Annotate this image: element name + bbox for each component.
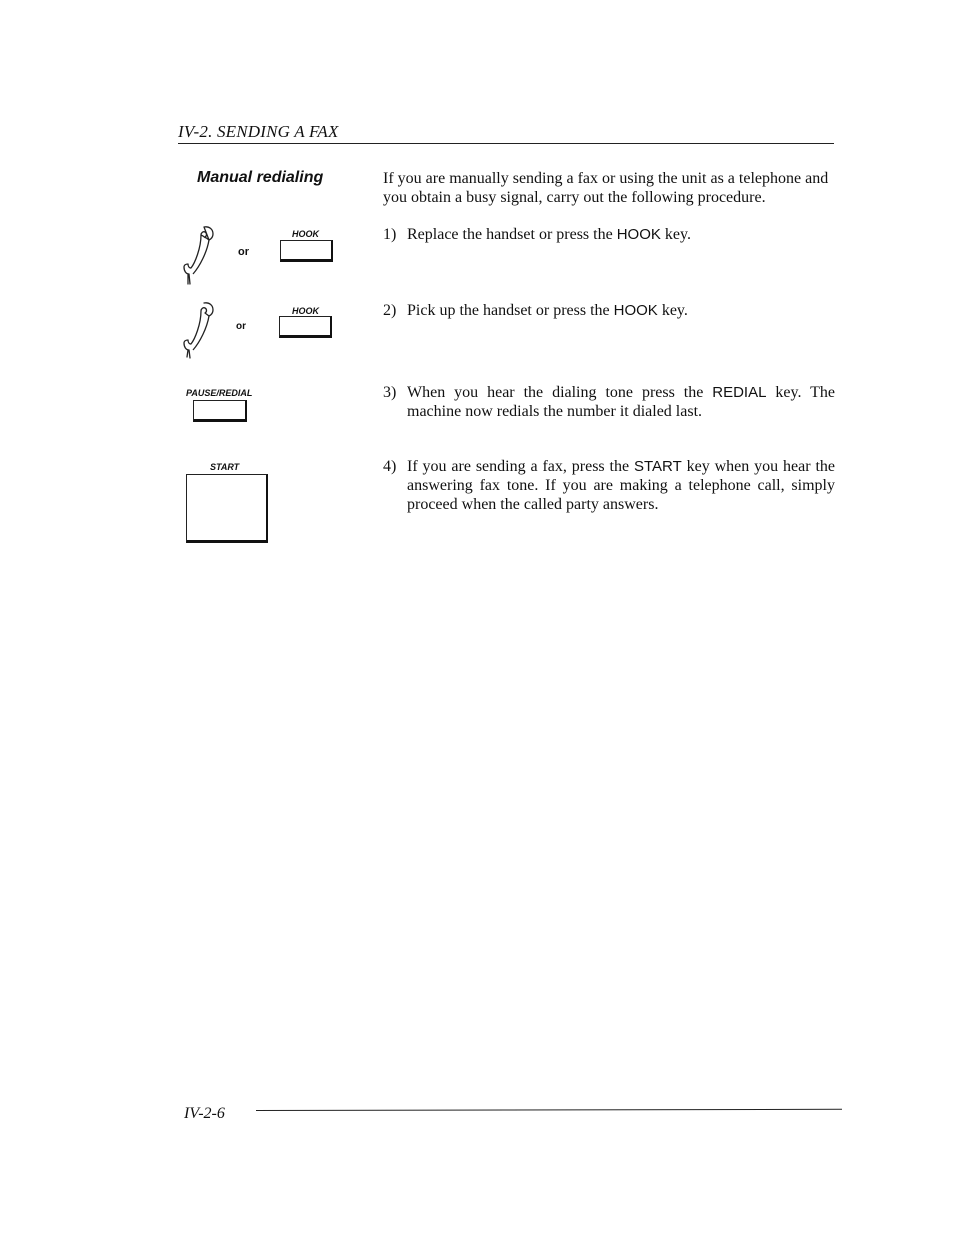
step-4-key: START bbox=[633, 458, 682, 475]
hook-key-label: HOOK bbox=[292, 229, 319, 239]
step-3-number: 3) bbox=[383, 384, 397, 401]
pause-redial-key-icon bbox=[193, 400, 247, 422]
start-key-label: START bbox=[210, 462, 240, 472]
step-2 bbox=[383, 301, 835, 320]
step-3 bbox=[383, 383, 835, 421]
start-key-icon bbox=[186, 474, 268, 543]
telephone-handset-icon bbox=[180, 224, 218, 286]
hook-key-icon bbox=[280, 240, 333, 262]
intro-paragraph: If you are manually sending a fax or using the unit as a telephone and you obtain a busy signal, carry out the following procedure. bbox=[383, 170, 829, 206]
step-2-text: Pick up the handset or press the bbox=[407, 302, 614, 319]
step-4-number: 4) bbox=[383, 458, 397, 475]
step-3-key: REDIAL bbox=[712, 384, 767, 401]
step-2-number: 2) bbox=[383, 302, 397, 319]
step-1-key: HOOK bbox=[616, 226, 661, 243]
pause-redial-key-label: PAUSE/REDIAL bbox=[186, 388, 253, 398]
step-4-text-end: key when you hear the answering fax tone. If you are making a telephone call, simply proceed when the called party answers. bbox=[407, 458, 836, 513]
header-divider bbox=[178, 143, 834, 144]
page-number: IV-2-6 bbox=[184, 1105, 225, 1122]
or-label: or bbox=[238, 246, 249, 258]
footer-divider bbox=[256, 1109, 842, 1111]
hook-key-label: HOOK bbox=[292, 306, 319, 316]
step-2-key: HOOK bbox=[613, 302, 658, 319]
step-1-number: 1) bbox=[383, 226, 397, 243]
step-3-text-end: key. The machine now redials the number it dialed last. bbox=[407, 384, 835, 420]
step-1-text: Replace the handset or press the bbox=[407, 226, 617, 243]
or-label: or bbox=[236, 321, 246, 332]
hook-key-icon bbox=[279, 316, 332, 338]
telephone-handset-icon bbox=[180, 300, 218, 362]
step-4-text: If you are sending a fax, press the bbox=[407, 458, 634, 475]
section-heading: Manual redialing bbox=[197, 169, 324, 186]
step-1-text-end: key. bbox=[660, 226, 691, 243]
step-2-text-end: key. bbox=[657, 302, 688, 319]
step-3-text: When you hear the dialing tone press the bbox=[407, 384, 713, 401]
page-header-title: IV-2. SENDING A FAX bbox=[178, 122, 339, 141]
step-1 bbox=[383, 225, 835, 244]
step-4 bbox=[383, 457, 835, 514]
